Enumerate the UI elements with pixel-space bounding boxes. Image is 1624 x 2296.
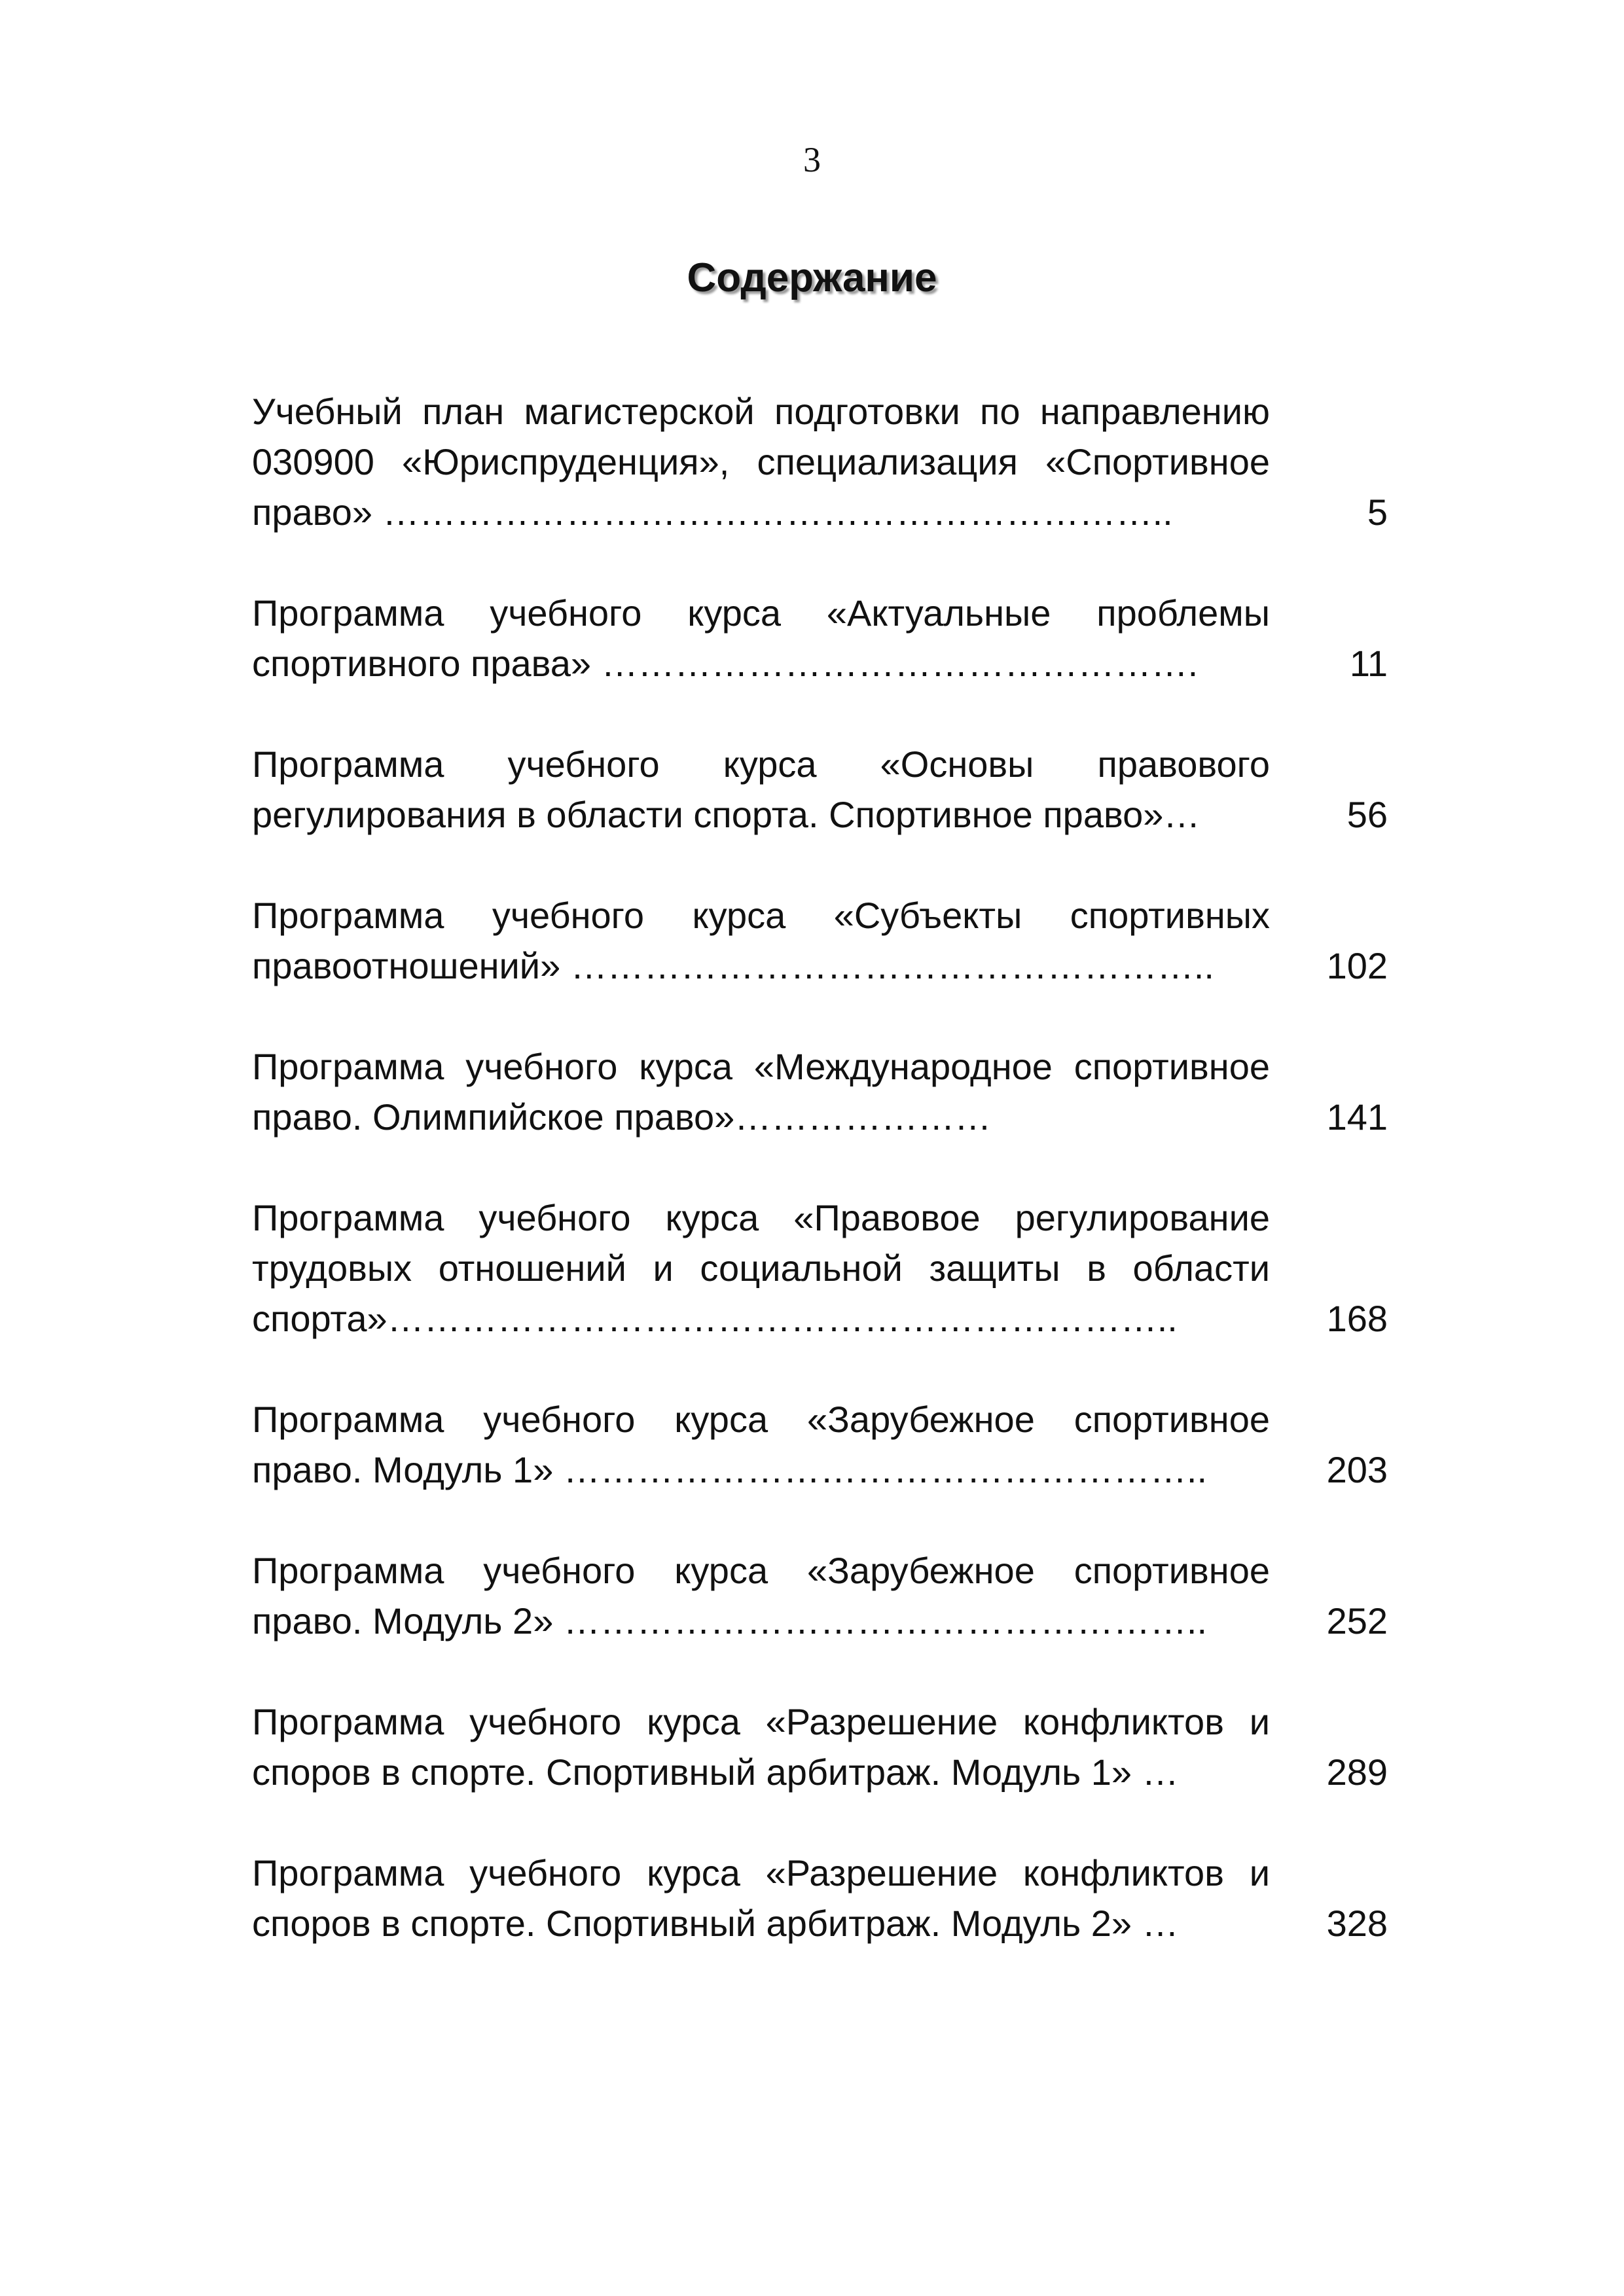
toc-entry: [252, 588, 1388, 689]
toc-entry-page: 203: [1326, 1449, 1388, 1490]
toc-entry-title: Программа учебного курса «Разрешение конфликтов и споров в спорте. Спортивный арбитраж. Модуль 1» …: [252, 1701, 1270, 1793]
toc-entry-title: Программа учебного курса «Основы правового регулирования в области спорта. Спортивное право»…: [252, 744, 1270, 835]
toc-entry: [252, 1545, 1388, 1646]
toc-entry-page: 168: [1326, 1298, 1388, 1339]
toc-entry-title: Программа учебного курса «Субъекты спортивных правоотношений» ……………………………………………..: [252, 895, 1270, 986]
toc-entry: [252, 1193, 1388, 1344]
toc-entry: [252, 1394, 1388, 1495]
table-of-contents: [252, 386, 1388, 1999]
toc-entry: [252, 890, 1388, 991]
toc-entry-title: Учебный план магистерской подготовки по направлению 030900 «Юриспруденция», специализация «Спортивное право» ………………………………………………………..: [252, 391, 1270, 533]
toc-entry-page: 56: [1346, 794, 1388, 835]
toc-entry: [252, 1041, 1388, 1142]
page-title: Содержание: [687, 255, 937, 300]
toc-entry-title: Программа учебного курса «Правовое регулирование трудовых отношений и социальной защиты в области спорта»………………………………………………………..: [252, 1197, 1270, 1339]
toc-entry: [252, 1696, 1388, 1797]
toc-entry-page: 5: [1367, 492, 1388, 533]
toc-entry: [252, 1848, 1388, 1948]
page-number: 3: [803, 140, 821, 179]
toc-entry-page: 252: [1326, 1600, 1388, 1641]
toc-entry-title: Программа учебного курса «Зарубежное спортивное право. Модуль 2» ……………………………………………..: [252, 1550, 1270, 1641]
toc-entry: [252, 739, 1388, 840]
toc-entry-page: 102: [1326, 945, 1388, 986]
toc-entry-title: Программа учебного курса «Актуальные проблемы спортивного права» ………………………………………….: [252, 592, 1270, 684]
toc-entry-title: Программа учебного курса «Разрешение конфликтов и споров в спорте. Спортивный арбитраж. Модуль 2» …: [252, 1852, 1270, 1944]
toc-entry-page: 141: [1326, 1096, 1388, 1138]
toc-entry-title: Программа учебного курса «Международное спортивное право. Олимпийское право»…………………: [252, 1046, 1270, 1138]
toc-entry-title: Программа учебного курса «Зарубежное спортивное право. Модуль 1» ……………………………………………..: [252, 1399, 1270, 1490]
toc-entry-page: 328: [1326, 1903, 1388, 1944]
toc-entry-page: 289: [1326, 1751, 1388, 1793]
toc-entry-page: 11: [1349, 643, 1388, 684]
toc-entry: [252, 386, 1388, 537]
